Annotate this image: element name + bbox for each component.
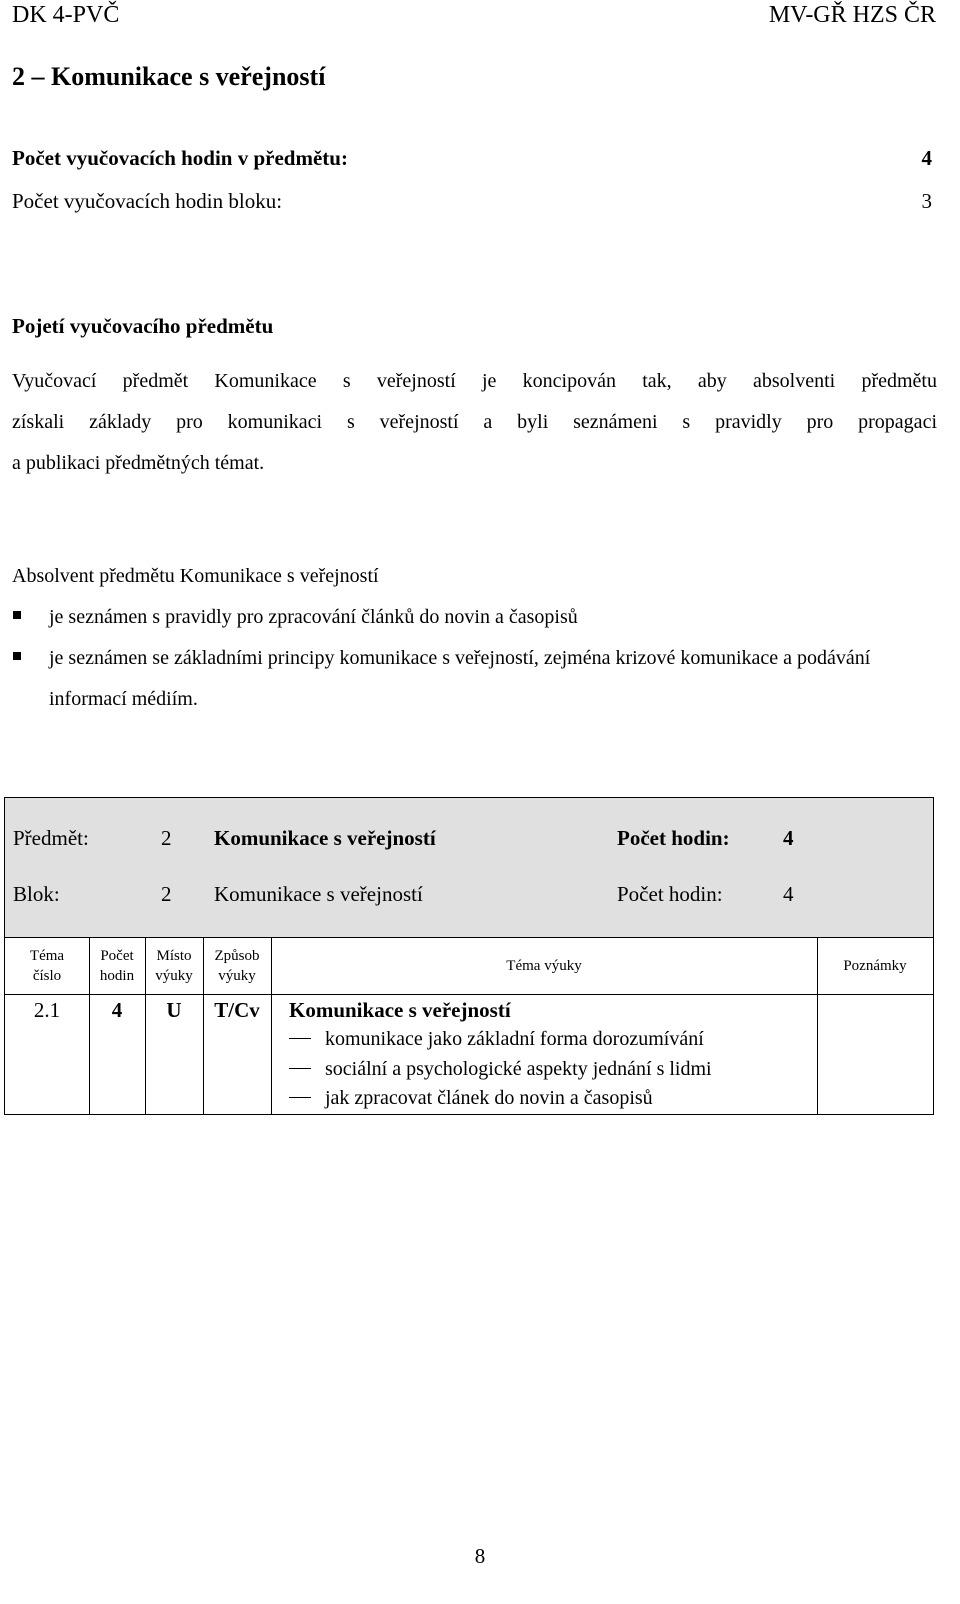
list-item [289, 1028, 704, 1051]
subtopic-text: komunikace jako základní forma dorozumívání [325, 1028, 704, 1050]
block-row [13, 882, 933, 912]
list-item [289, 1058, 712, 1081]
subject-hours-row [12, 146, 932, 171]
subject-name: Komunikace s veřejností [214, 826, 436, 850]
dash-bullet-icon [289, 1038, 311, 1039]
block-hours-value: 3 [921, 189, 932, 213]
square-bullet-icon [13, 652, 21, 660]
col-method: Způsob výuky [214, 948, 260, 984]
subject-hours-value: 4 [921, 146, 932, 170]
concept-paragraph [12, 361, 937, 484]
subject-number: 2 [161, 826, 172, 850]
block-number: 2 [161, 882, 172, 906]
graduate-bullet-list [12, 597, 937, 720]
subject-hours-value-table: 4 [783, 826, 794, 850]
page-number: 8 [474, 1544, 486, 1568]
concept-heading: Pojetí vyučovacího předmětu [12, 314, 274, 338]
block-hours-label-table: Počet hodin: [617, 882, 723, 906]
subject-hours-label: Počet vyučovacích hodin v předmětu: [12, 146, 348, 170]
cell-method: T/Cv [214, 998, 260, 1022]
bullet-text: je seznámen se základními principy komunikace s veřejností, zejména krizové komunikace a podávání informací médiím. [49, 647, 871, 710]
cell-topic-number: 2.1 [33, 998, 61, 1022]
cell-place: U [166, 998, 182, 1022]
col-place: Místo výuky [155, 948, 193, 984]
col-notes: Poznámky [843, 958, 907, 974]
header-right: MV-GŘ HZS ČR [768, 2, 936, 28]
subject-block-header [4, 797, 934, 938]
list-item [12, 638, 937, 720]
block-hours-row [12, 189, 932, 214]
subject-row [13, 826, 933, 856]
dash-bullet-icon [289, 1097, 311, 1098]
topic-table [4, 937, 934, 1115]
block-hours-label: Počet vyučovacích hodin bloku: [12, 189, 283, 213]
list-item [289, 1087, 653, 1110]
header-left: DK 4-PVČ [12, 2, 120, 28]
graduate-intro: Absolvent předmětu Komunikace s veřejností [12, 565, 379, 587]
concept-line: a publikaci předmětných témat. [12, 452, 265, 474]
list-item [12, 597, 937, 638]
subtopic-text: jak zpracovat článek do novin a časopisů [325, 1087, 653, 1109]
subtopic-text: sociální a psychologické aspekty jednání s lidmi [325, 1058, 712, 1080]
square-bullet-icon [13, 611, 21, 619]
bullet-text: je seznámen s pravidly pro zpracování článků do novin a časopisů [49, 606, 578, 628]
col-hours: Počet hodin [99, 948, 135, 984]
block-label: Blok: [13, 882, 60, 906]
cell-hours: 4 [111, 998, 123, 1022]
col-topic-number: Téma číslo [29, 948, 65, 984]
block-name: Komunikace s veřejností [214, 882, 423, 906]
col-topic: Téma výuky [506, 958, 582, 974]
dash-bullet-icon [289, 1068, 311, 1069]
cell-topic-title: Komunikace s veřejností [289, 998, 511, 1022]
block-hours-value-table: 4 [783, 882, 794, 906]
subject-label: Předmět: [13, 826, 89, 850]
page-title: 2 – Komunikace s veřejností [12, 62, 326, 91]
concept-line: Vyučovací předmět Komunikace s veřejností je koncipován tak, aby absolventi předmětu [12, 370, 937, 392]
header-divider [5, 994, 933, 995]
subject-hours-label-table: Počet hodin: [617, 826, 730, 850]
concept-line: získali základy pro komunikaci s veřejností a byli seznámeni s pravidly pro propagaci [12, 411, 937, 433]
